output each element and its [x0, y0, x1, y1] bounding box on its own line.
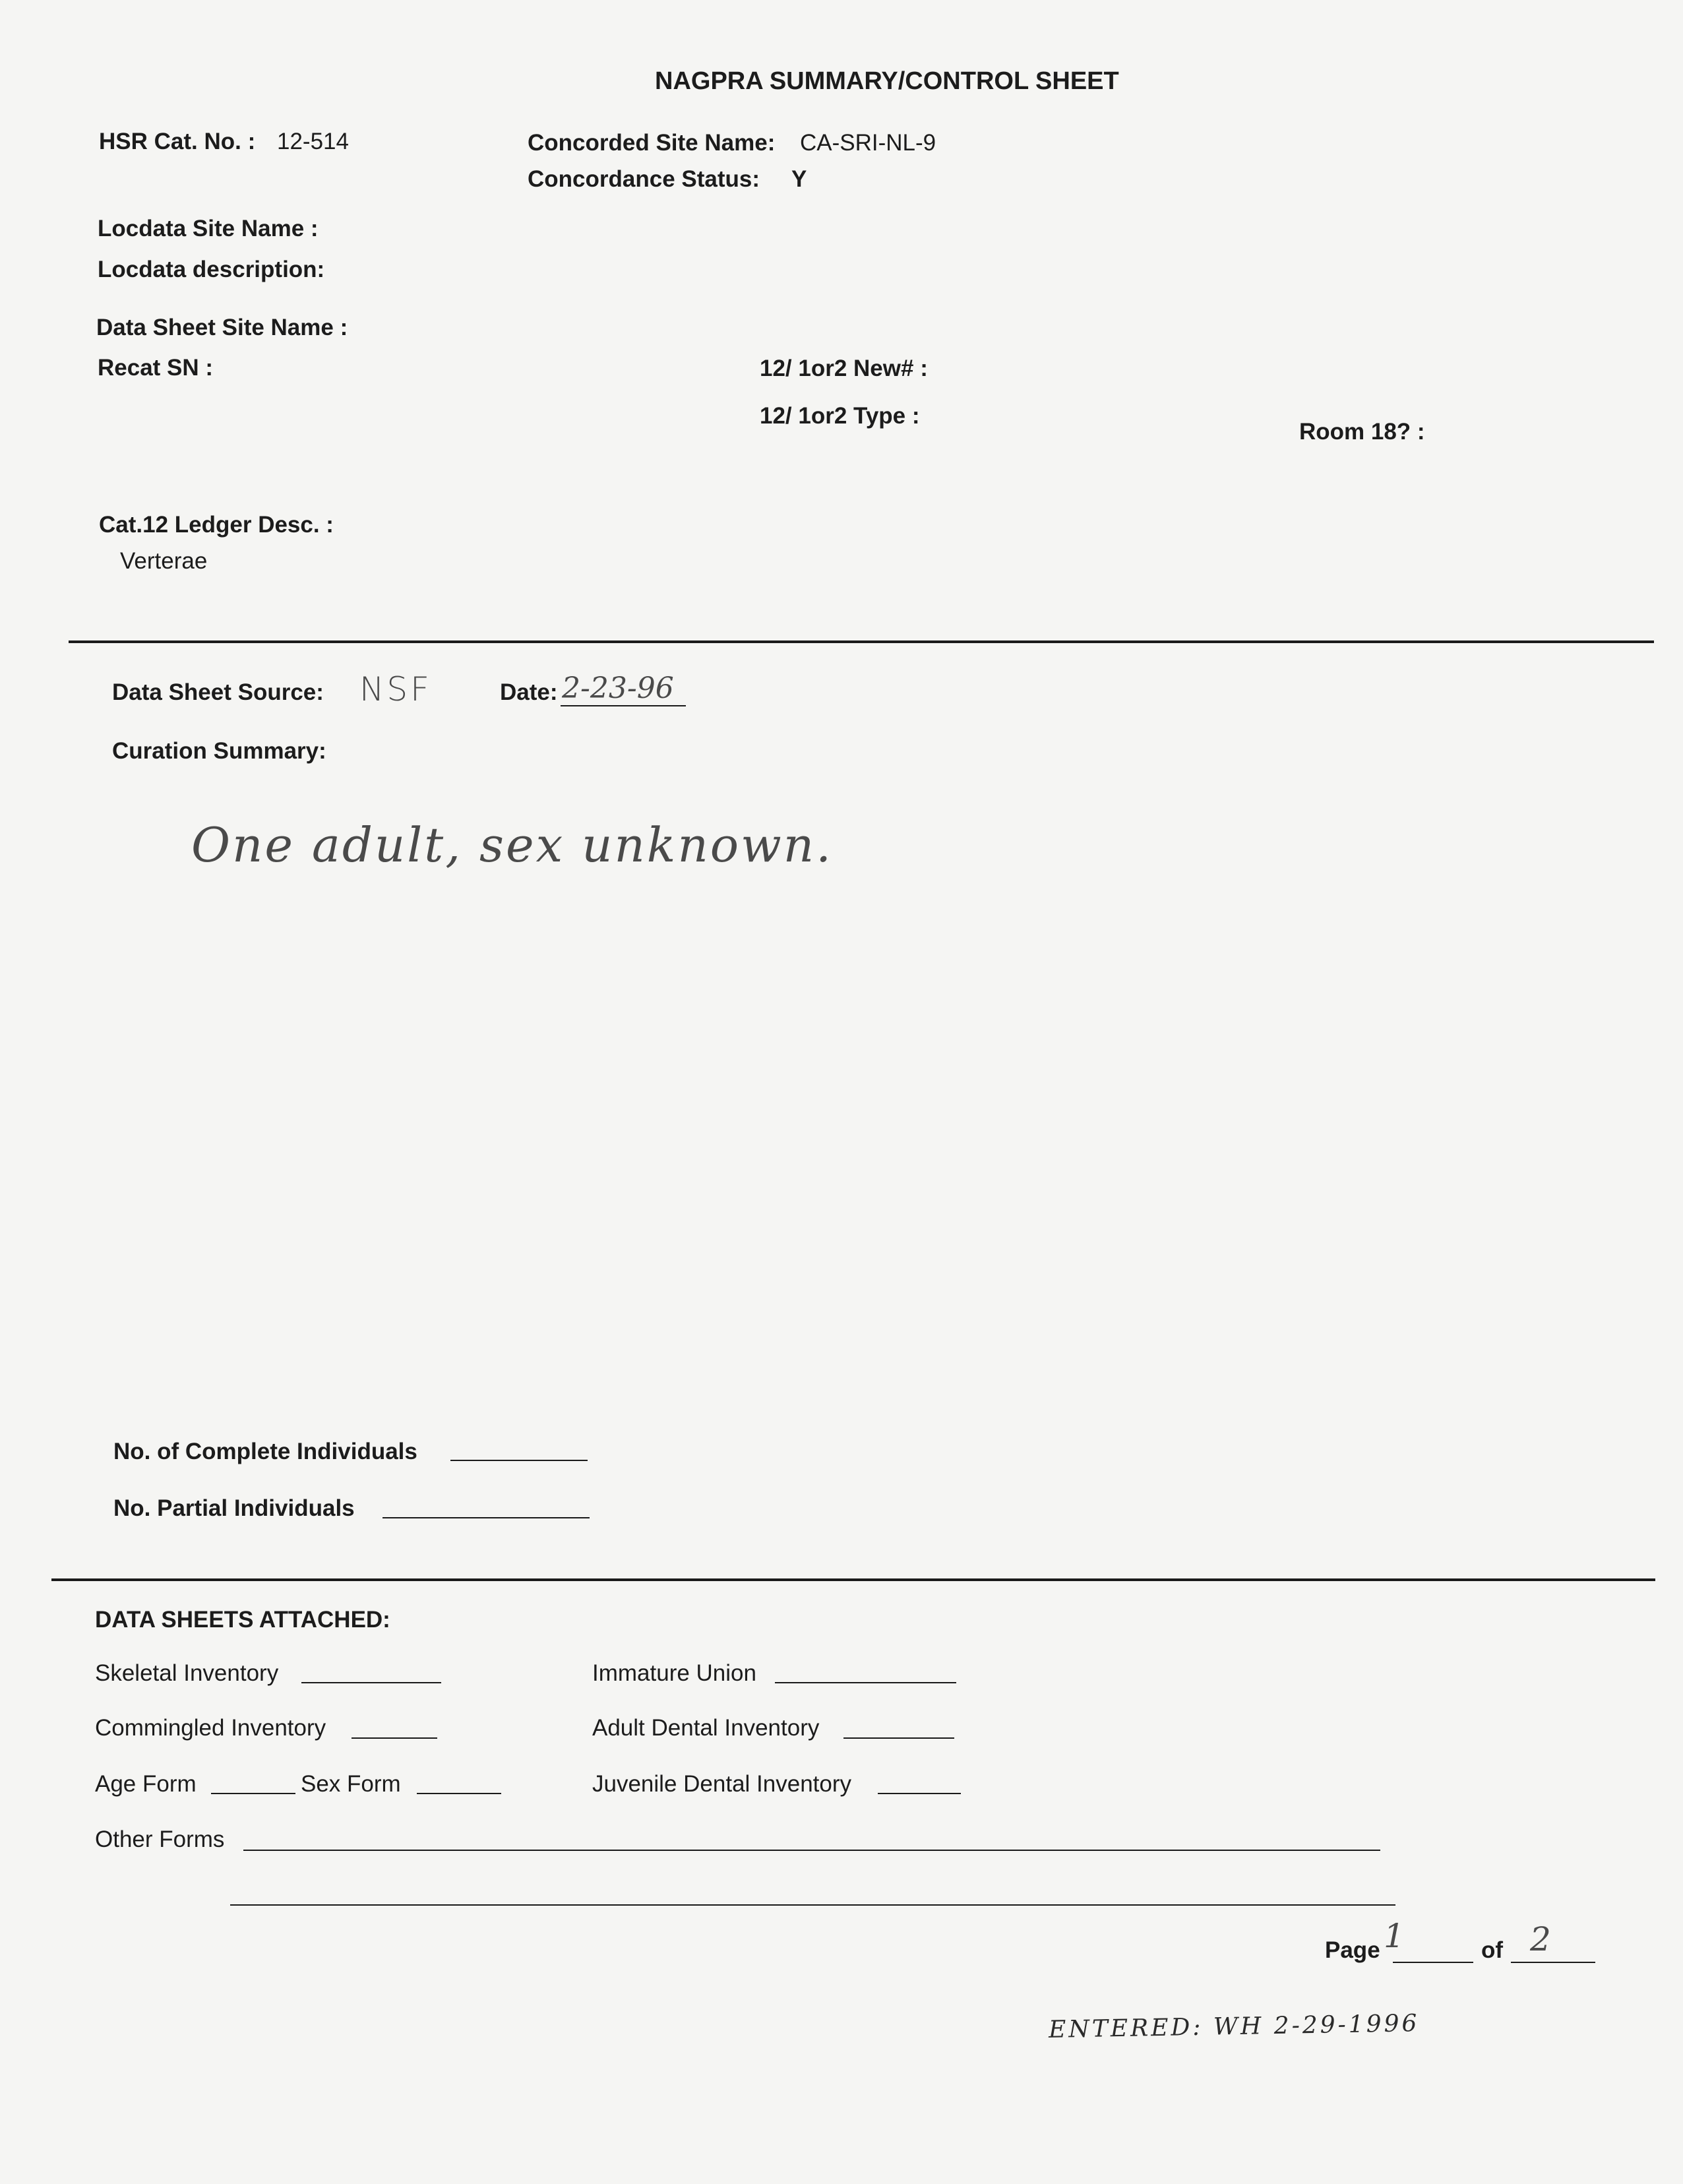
concorded-site-value: CA-SRI-NL-9 — [800, 130, 936, 156]
adult-dental-inventory-field[interactable] — [843, 1737, 954, 1739]
locdata-description-label: Locdata description: — [98, 257, 325, 282]
ledger-desc-value: Verterae — [120, 548, 208, 574]
page-total-underline — [1511, 1962, 1595, 1963]
concordance-status-value: Y — [791, 166, 807, 192]
commingled-inventory-field[interactable] — [352, 1737, 437, 1739]
concordance-status-label: Concordance Status: — [528, 166, 760, 192]
type-label: 12/ 1or2 Type : — [760, 403, 920, 429]
data-sheet-site-name-label: Data Sheet Site Name : — [96, 315, 348, 340]
concorded-site-label: Concorded Site Name: — [528, 130, 776, 156]
curation-summary-label: Curation Summary: — [112, 738, 326, 764]
data-sheet-source-label: Data Sheet Source: — [112, 679, 324, 705]
date-value: 2-23-96 — [562, 671, 674, 705]
complete-individuals-field[interactable] — [450, 1460, 588, 1461]
locdata-site-name-label: Locdata Site Name : — [98, 216, 319, 241]
section-divider-bottom — [51, 1578, 1655, 1581]
page-current: 1 — [1384, 1917, 1405, 1955]
entered-annotation: ENTERED: WH 2-29-1996 — [1048, 2010, 1420, 2044]
adult-dental-inventory-label: Adult Dental Inventory — [592, 1715, 820, 1741]
commingled-inventory-label: Commingled Inventory — [95, 1715, 326, 1741]
section-divider-top — [69, 640, 1654, 643]
other-forms-field-line-2[interactable] — [230, 1904, 1395, 1906]
hsr-cat-label: HSR Cat. No. : — [99, 129, 256, 154]
data-sheet-source-value: NSF — [359, 670, 432, 708]
new-number-label: 12/ 1or2 New# : — [760, 356, 928, 381]
data-sheets-attached-heading: DATA SHEETS ATTACHED: — [95, 1607, 390, 1633]
partial-individuals-label: No. Partial Individuals — [113, 1495, 355, 1521]
skeletal-inventory-field[interactable] — [301, 1682, 441, 1683]
page-of-label: of — [1481, 1937, 1504, 1963]
age-form-label: Age Form — [95, 1771, 197, 1797]
other-forms-field[interactable] — [243, 1850, 1380, 1851]
page-current-underline — [1393, 1962, 1473, 1963]
complete-individuals-label: No. of Complete Individuals — [113, 1439, 417, 1464]
sex-form-label: Sex Form — [301, 1771, 401, 1797]
other-forms-label: Other Forms — [95, 1826, 225, 1852]
curation-summary-value: One adult, sex unknown. — [191, 817, 834, 873]
page-total: 2 — [1530, 1920, 1551, 1958]
immature-union-field[interactable] — [775, 1682, 956, 1683]
juvenile-dental-inventory-label: Juvenile Dental Inventory — [592, 1771, 851, 1797]
date-label: Date: — [500, 679, 558, 705]
juvenile-dental-inventory-field[interactable] — [878, 1793, 961, 1794]
room-18-label: Room 18? : — [1299, 419, 1425, 445]
page-label: Page — [1325, 1937, 1380, 1963]
skeletal-inventory-label: Skeletal Inventory — [95, 1660, 279, 1686]
immature-union-label: Immature Union — [592, 1660, 756, 1686]
date-underline — [561, 705, 686, 706]
ledger-desc-label: Cat.12 Ledger Desc. : — [99, 512, 334, 538]
partial-individuals-field[interactable] — [382, 1517, 590, 1518]
sex-form-field[interactable] — [417, 1793, 501, 1794]
recat-sn-label: Recat SN : — [98, 355, 214, 381]
hsr-cat-value: 12-514 — [277, 129, 349, 154]
age-form-field[interactable] — [211, 1793, 295, 1794]
page-title: NAGPRA SUMMARY/CONTROL SHEET — [655, 67, 1119, 95]
